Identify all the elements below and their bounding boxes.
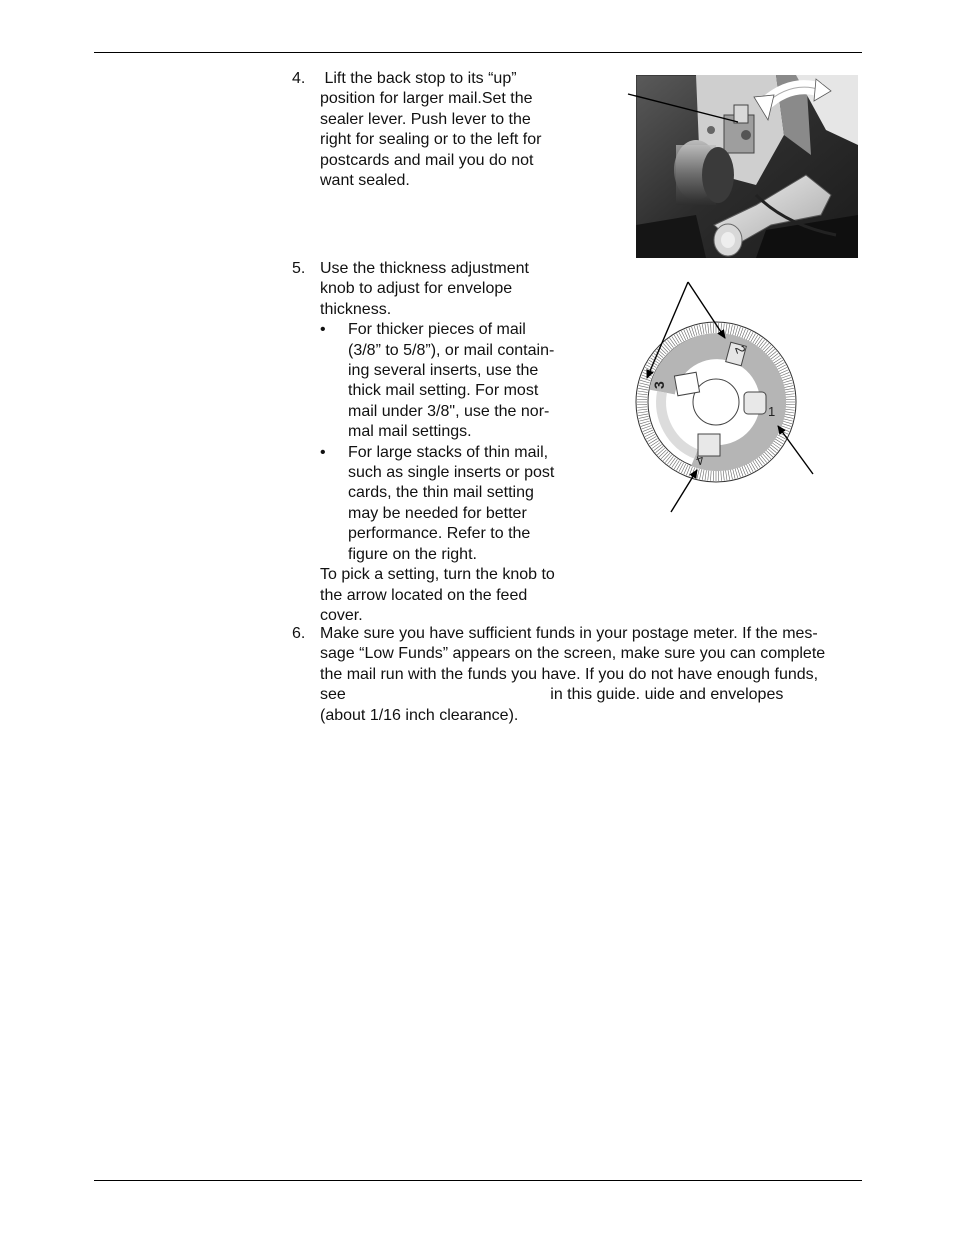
text-line: right for sealing or to the left for bbox=[320, 131, 542, 149]
text-line: sage “Low Funds” appears on the screen, make sure you can complete bbox=[320, 645, 826, 663]
dial-setting-label: 2 bbox=[732, 343, 749, 356]
text-line: cards, the thin mail setting bbox=[348, 484, 534, 502]
dial-setting-label: 4 bbox=[694, 452, 707, 469]
bullet-item bbox=[320, 320, 555, 442]
text-line: Use the thickness adjustment bbox=[320, 260, 529, 277]
text-line: mail under 3/8", use the nor- bbox=[348, 402, 550, 420]
thickness-dial-diagram bbox=[600, 270, 840, 520]
dial-setting-label: 3 bbox=[651, 381, 667, 389]
text-line: such as single inserts or post bbox=[348, 464, 555, 482]
text-line: (about 1/16 inch clearance). bbox=[320, 706, 519, 724]
header-rule bbox=[94, 52, 862, 53]
text-line: mal mail settings. bbox=[348, 423, 472, 441]
text-line: want sealed. bbox=[320, 172, 410, 190]
bullet-item bbox=[320, 443, 555, 565]
text-line: For thicker pieces of mail bbox=[348, 321, 526, 339]
step-6 bbox=[292, 624, 862, 734]
text-line: sealer lever. Push lever to the bbox=[320, 110, 531, 128]
bullet-icon: • bbox=[320, 321, 326, 339]
step-number: 5. bbox=[292, 260, 306, 277]
step-6-text bbox=[320, 624, 825, 726]
text-line: the arrow located on the feed bbox=[320, 586, 528, 604]
text-line: the mail run with the funds you have. If you do not have enough funds, bbox=[320, 665, 819, 683]
text-line: thickness. bbox=[320, 300, 392, 318]
text-line: postcards and mail you do not bbox=[320, 151, 534, 169]
text-line: position for larger mail.Set the bbox=[320, 90, 533, 108]
step-5 bbox=[292, 259, 592, 629]
text-line: may be needed for better bbox=[348, 504, 527, 522]
text-line: thick mail setting. For most bbox=[348, 382, 539, 400]
footer-rule bbox=[94, 1180, 862, 1181]
dial-setting-label: 1 bbox=[768, 404, 776, 419]
bullet-icon: • bbox=[320, 443, 326, 461]
text-line: knob to adjust for envelope bbox=[320, 280, 513, 298]
text-line: Make sure you have sufficient funds in your postage meter. If the mes- bbox=[320, 625, 818, 642]
step-number: 6. bbox=[292, 625, 306, 642]
sealer-lever-photo bbox=[636, 75, 858, 258]
text-line: (3/8” to 5/8”), or mail contain- bbox=[348, 341, 555, 359]
step-4-text bbox=[320, 69, 541, 191]
text-line: ing several inserts, use the bbox=[348, 362, 539, 380]
text-line: Lift the back stop to its “up” bbox=[320, 70, 517, 87]
text-line: cover. bbox=[320, 606, 363, 624]
text-line: For large stacks of thin mail, bbox=[348, 443, 549, 461]
text-line: see in this guide. uide and envelopes bbox=[320, 686, 784, 704]
text-line: To pick a setting, turn the knob to bbox=[320, 566, 555, 584]
step-4 bbox=[292, 69, 592, 199]
step-5-text bbox=[320, 259, 555, 626]
text-line: performance. Refer to the bbox=[348, 525, 531, 543]
text-line: figure on the right. bbox=[348, 545, 477, 563]
step-number: 4. bbox=[292, 70, 306, 87]
